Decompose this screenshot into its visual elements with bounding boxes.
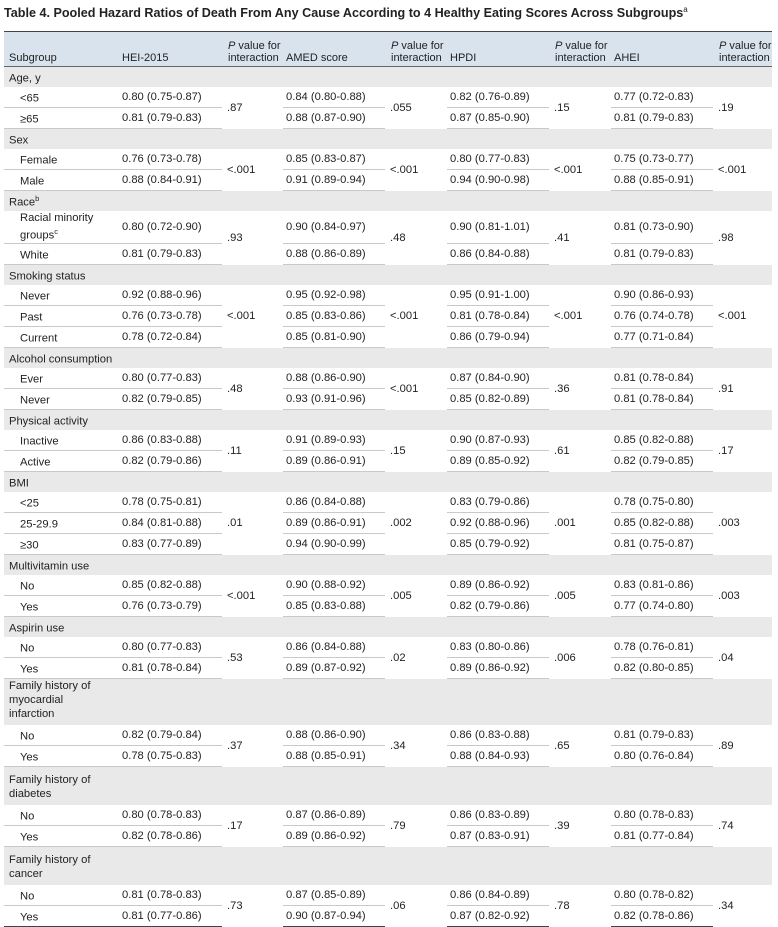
subgroup-header-row <box>4 679 772 726</box>
ahei-p-value: .17 <box>718 444 734 457</box>
ahei-hazard-ratio: 0.82 (0.80-0.85) <box>611 658 713 679</box>
hpdi-hazard-ratio: 0.87 (0.83-0.91) <box>447 826 549 847</box>
footnote-marker: b <box>35 194 40 204</box>
amed-hazard-ratio: 0.95 (0.92-0.98) <box>283 285 385 306</box>
row-label: Active <box>4 451 119 472</box>
hpdi-p-value: .006 <box>554 651 576 664</box>
ahei-p-value: <.001 <box>718 310 747 323</box>
subgroup-header-row <box>4 410 772 431</box>
amed-p-value: .34 <box>390 739 406 752</box>
hpdi-hazard-ratio: 0.95 (0.91-1.00) <box>447 285 549 306</box>
amed-hazard-ratio: 0.85 (0.83-0.87) <box>283 149 385 170</box>
ahei-hazard-ratio: 0.81 (0.79-0.83) <box>611 244 713 265</box>
hpdi-hazard-ratio: 0.87 (0.82-0.92) <box>447 906 549 927</box>
row-label: Never <box>4 285 119 306</box>
hpdi-p-value: .36 <box>554 382 570 395</box>
ahei-hazard-ratio: 0.77 (0.72-0.83) <box>611 87 713 108</box>
row-label: Yes <box>4 746 119 767</box>
header-hei: HEI-2015 <box>119 32 222 67</box>
hei-p-value: .11 <box>227 444 242 457</box>
subgroup-name: Alcohol consumption <box>4 348 772 369</box>
amed-hazard-ratio: 0.88 (0.86-0.90) <box>283 368 385 389</box>
table-row <box>4 637 772 658</box>
subgroup-name: Family history of diabetes <box>4 767 772 806</box>
ahei-hazard-ratio: 0.80 (0.78-0.82) <box>611 885 713 906</box>
row-label: Yes <box>4 596 119 617</box>
subgroup-name: Multivitamin use <box>4 555 772 576</box>
row-label: Yes <box>4 826 119 847</box>
amed-p-value: .055 <box>390 101 412 114</box>
hpdi-p-value: .41 <box>554 231 570 244</box>
row-label: Ever <box>4 368 119 389</box>
hei-hazard-ratio: 0.81 (0.79-0.83) <box>119 108 222 129</box>
header-subgroup: Subgroup <box>4 32 119 67</box>
ahei-hazard-ratio: 0.81 (0.79-0.83) <box>611 108 713 129</box>
hpdi-p-value: .65 <box>554 739 570 752</box>
ahei-hazard-ratio: 0.85 (0.82-0.88) <box>611 430 713 451</box>
ahei-hazard-ratio: 0.81 (0.78-0.84) <box>611 368 713 389</box>
hpdi-p-value: .61 <box>554 444 570 457</box>
ahei-hazard-ratio: 0.81 (0.73-0.90) <box>611 211 713 244</box>
amed-hazard-ratio: 0.94 (0.90-0.99) <box>283 534 385 555</box>
subgroup-name: Family history of cancer <box>4 847 772 886</box>
table-body <box>4 67 772 927</box>
ahei-p-value: .003 <box>718 589 740 602</box>
hei-p-value: .17 <box>227 819 243 832</box>
hpdi-hazard-ratio: 0.80 (0.77-0.83) <box>447 149 549 170</box>
row-label: No <box>4 805 119 826</box>
hpdi-p-value: .78 <box>554 899 570 912</box>
ahei-hazard-ratio: 0.81 (0.78-0.84) <box>611 389 713 410</box>
hei-hazard-ratio: 0.80 (0.77-0.83) <box>119 637 222 658</box>
subgroup-header-row <box>4 191 772 212</box>
hpdi-p-value: <.001 <box>554 310 583 323</box>
ahei-hazard-ratio: 0.80 (0.76-0.84) <box>611 746 713 767</box>
hei-hazard-ratio: 0.80 (0.72-0.90) <box>119 211 222 244</box>
ahei-p-value: .34 <box>718 899 734 912</box>
hpdi-p-value: .005 <box>554 589 576 602</box>
ahei-p-value: .89 <box>718 739 734 752</box>
subgroup-name: Aspirin use <box>4 617 772 638</box>
hei-hazard-ratio: 0.86 (0.83-0.88) <box>119 430 222 451</box>
ahei-hazard-ratio: 0.82 (0.78-0.86) <box>611 906 713 927</box>
subgroup-name: Family history of myocardial infarction <box>4 679 772 726</box>
header-pvalue: P value for interaction <box>713 32 772 67</box>
header-row <box>4 32 772 67</box>
ahei-hazard-ratio: 0.88 (0.85-0.91) <box>611 170 713 191</box>
amed-p-value: .02 <box>390 651 406 664</box>
table-row <box>4 575 772 596</box>
table-row <box>4 368 772 389</box>
hei-hazard-ratio: 0.81 (0.79-0.83) <box>119 244 222 265</box>
subgroup-header-row <box>4 265 772 286</box>
hpdi-hazard-ratio: 0.86 (0.79-0.94) <box>447 327 549 348</box>
hpdi-hazard-ratio: 0.83 (0.79-0.86) <box>447 492 549 513</box>
amed-p-value: .79 <box>390 819 406 832</box>
amed-hazard-ratio: 0.89 (0.86-0.92) <box>283 826 385 847</box>
subgroup-header-row <box>4 617 772 638</box>
ahei-hazard-ratio: 0.82 (0.79-0.85) <box>611 451 713 472</box>
ahei-hazard-ratio: 0.77 (0.74-0.80) <box>611 596 713 617</box>
amed-p-value: <.001 <box>390 310 419 323</box>
hei-hazard-ratio: 0.83 (0.77-0.89) <box>119 534 222 555</box>
amed-hazard-ratio: 0.91 (0.89-0.93) <box>283 430 385 451</box>
amed-hazard-ratio: 0.88 (0.86-0.90) <box>283 725 385 746</box>
hpdi-hazard-ratio: 0.90 (0.81-1.01) <box>447 211 549 244</box>
amed-hazard-ratio: 0.85 (0.83-0.88) <box>283 596 385 617</box>
header-pvalue: P value for interaction <box>385 32 447 67</box>
subgroup-header-row <box>4 472 772 493</box>
subgroup-name: Age, y <box>4 67 772 88</box>
ahei-hazard-ratio: 0.83 (0.81-0.86) <box>611 575 713 596</box>
subgroup-header-row <box>4 67 772 88</box>
hei-p-value: .48 <box>227 382 243 395</box>
amed-hazard-ratio: 0.88 (0.86-0.89) <box>283 244 385 265</box>
amed-hazard-ratio: 0.88 (0.85-0.91) <box>283 746 385 767</box>
row-label: Inactive <box>4 430 119 451</box>
ahei-hazard-ratio: 0.80 (0.78-0.83) <box>611 805 713 826</box>
row-label: Racial minority groups$^c$ <box>4 211 119 244</box>
hpdi-hazard-ratio: 0.89 (0.86-0.92) <box>447 575 549 596</box>
subgroup-header-row <box>4 129 772 150</box>
row-label: Yes <box>4 906 119 927</box>
hpdi-p-value: .39 <box>554 819 570 832</box>
hpdi-hazard-ratio: 0.86 (0.84-0.88) <box>447 244 549 265</box>
hei-p-value: .37 <box>227 739 243 752</box>
row-label: Past <box>4 306 119 327</box>
amed-p-value: .15 <box>390 444 406 457</box>
hpdi-hazard-ratio: 0.89 (0.86-0.92) <box>447 658 549 679</box>
amed-hazard-ratio: 0.89 (0.86-0.91) <box>283 513 385 534</box>
amed-p-value: <.001 <box>390 163 419 176</box>
subgroup-name: Smoking status <box>4 265 772 286</box>
hei-p-value: <.001 <box>227 163 256 176</box>
hpdi-hazard-ratio: 0.86 (0.83-0.88) <box>447 725 549 746</box>
amed-p-value: .48 <box>390 231 406 244</box>
table-row <box>4 725 772 746</box>
header-pvalue: P value for interaction <box>222 32 283 67</box>
hpdi-hazard-ratio: 0.88 (0.84-0.93) <box>447 746 549 767</box>
hei-hazard-ratio: 0.88 (0.84-0.91) <box>119 170 222 191</box>
table-row <box>4 149 772 170</box>
hpdi-p-value: .15 <box>554 101 570 114</box>
hei-p-value: <.001 <box>227 310 256 323</box>
hpdi-hazard-ratio: 0.85 (0.79-0.92) <box>447 534 549 555</box>
amed-hazard-ratio: 0.90 (0.88-0.92) <box>283 575 385 596</box>
row-label: No <box>4 575 119 596</box>
amed-hazard-ratio: 0.87 (0.86-0.89) <box>283 805 385 826</box>
hpdi-hazard-ratio: 0.83 (0.80-0.86) <box>447 637 549 658</box>
hei-hazard-ratio: 0.82 (0.78-0.86) <box>119 826 222 847</box>
ahei-hazard-ratio: 0.77 (0.71-0.84) <box>611 327 713 348</box>
hei-hazard-ratio: 0.76 (0.73-0.78) <box>119 306 222 327</box>
hei-hazard-ratio: 0.80 (0.77-0.83) <box>119 368 222 389</box>
hpdi-hazard-ratio: 0.87 (0.84-0.90) <box>447 368 549 389</box>
hei-p-value: <.001 <box>227 589 256 602</box>
amed-hazard-ratio: 0.85 (0.83-0.86) <box>283 306 385 327</box>
subgroup-header-row <box>4 847 772 886</box>
ahei-hazard-ratio: 0.81 (0.77-0.84) <box>611 826 713 847</box>
row-label: Male <box>4 170 119 191</box>
hei-hazard-ratio: 0.84 (0.81-0.88) <box>119 513 222 534</box>
row-label: 25-29.9 <box>4 513 119 534</box>
hei-hazard-ratio: 0.82 (0.79-0.84) <box>119 725 222 746</box>
ahei-hazard-ratio: 0.81 (0.75-0.87) <box>611 534 713 555</box>
row-label: Female <box>4 149 119 170</box>
hei-hazard-ratio: 0.76 (0.73-0.79) <box>119 596 222 617</box>
hei-hazard-ratio: 0.78 (0.75-0.81) <box>119 492 222 513</box>
table-row <box>4 430 772 451</box>
footnote-marker: c <box>54 227 58 237</box>
amed-hazard-ratio: 0.86 (0.84-0.88) <box>283 637 385 658</box>
hei-hazard-ratio: 0.80 (0.78-0.83) <box>119 805 222 826</box>
subgroup-header-row <box>4 555 772 576</box>
subgroup-header-row <box>4 348 772 369</box>
hei-p-value: .87 <box>227 101 243 114</box>
header-ahei: AHEI <box>611 32 713 67</box>
table-row <box>4 211 772 244</box>
amed-hazard-ratio: 0.93 (0.91-0.96) <box>283 389 385 410</box>
ahei-hazard-ratio: 0.90 (0.86-0.93) <box>611 285 713 306</box>
hei-hazard-ratio: 0.78 (0.72-0.84) <box>119 327 222 348</box>
amed-hazard-ratio: 0.89 (0.87-0.92) <box>283 658 385 679</box>
hei-hazard-ratio: 0.81 (0.77-0.86) <box>119 906 222 927</box>
ahei-hazard-ratio: 0.85 (0.82-0.88) <box>611 513 713 534</box>
row-label: No <box>4 725 119 746</box>
table-row <box>4 805 772 826</box>
subgroup-name: Physical activity <box>4 410 772 431</box>
amed-hazard-ratio: 0.85 (0.81-0.90) <box>283 327 385 348</box>
header-hpdi: HPDI <box>447 32 549 67</box>
amed-hazard-ratio: 0.84 (0.80-0.88) <box>283 87 385 108</box>
hpdi-p-value: <.001 <box>554 163 583 176</box>
hpdi-hazard-ratio: 0.81 (0.78-0.84) <box>447 306 549 327</box>
ahei-p-value: .19 <box>718 101 734 114</box>
row-label: Yes <box>4 658 119 679</box>
table-title: Table 4. Pooled Hazard Ratios of Death From Any Cause According to 4 Healthy Eating Scores Across Subgroups$^a$ <box>4 5 688 21</box>
row-label: Never <box>4 389 119 410</box>
ahei-hazard-ratio: 0.76 (0.74-0.78) <box>611 306 713 327</box>
ahei-hazard-ratio: 0.78 (0.76-0.81) <box>611 637 713 658</box>
hpdi-hazard-ratio: 0.89 (0.85-0.92) <box>447 451 549 472</box>
hei-hazard-ratio: 0.80 (0.75-0.87) <box>119 87 222 108</box>
hpdi-hazard-ratio: 0.86 (0.84-0.89) <box>447 885 549 906</box>
hpdi-hazard-ratio: 0.90 (0.87-0.93) <box>447 430 549 451</box>
title-footnote-marker: a <box>683 5 688 14</box>
hei-hazard-ratio: 0.92 (0.88-0.96) <box>119 285 222 306</box>
amed-hazard-ratio: 0.87 (0.85-0.89) <box>283 885 385 906</box>
row-label: No <box>4 885 119 906</box>
hei-hazard-ratio: 0.82 (0.79-0.86) <box>119 451 222 472</box>
hei-p-value: .73 <box>227 899 243 912</box>
amed-p-value: .06 <box>390 899 406 912</box>
header-pvalue: P value for interaction <box>549 32 611 67</box>
amed-p-value: .002 <box>390 517 412 530</box>
row-label: No <box>4 637 119 658</box>
hpdi-hazard-ratio: 0.94 (0.90-0.98) <box>447 170 549 191</box>
hei-hazard-ratio: 0.82 (0.79-0.85) <box>119 389 222 410</box>
table-row <box>4 285 772 306</box>
row-label: ≥30 <box>4 534 119 555</box>
hpdi-hazard-ratio: 0.92 (0.88-0.96) <box>447 513 549 534</box>
subgroup-name: BMI <box>4 472 772 493</box>
hei-p-value: .01 <box>227 517 243 530</box>
hpdi-hazard-ratio: 0.82 (0.79-0.86) <box>447 596 549 617</box>
hazard-ratio-table <box>4 32 772 927</box>
hei-hazard-ratio: 0.81 (0.78-0.83) <box>119 885 222 906</box>
table-row <box>4 87 772 108</box>
hei-p-value: .93 <box>227 231 243 244</box>
amed-hazard-ratio: 0.86 (0.84-0.88) <box>283 492 385 513</box>
header-amed: AMED score <box>283 32 385 67</box>
table-row <box>4 492 772 513</box>
hpdi-p-value: .001 <box>554 517 576 530</box>
subgroup-name: Sex <box>4 129 772 150</box>
ahei-hazard-ratio: 0.75 (0.73-0.77) <box>611 149 713 170</box>
hpdi-hazard-ratio: 0.82 (0.76-0.89) <box>447 87 549 108</box>
table-row <box>4 885 772 906</box>
hpdi-hazard-ratio: 0.86 (0.83-0.89) <box>447 805 549 826</box>
hpdi-hazard-ratio: 0.85 (0.82-0.89) <box>447 389 549 410</box>
row-label: <65 <box>4 87 119 108</box>
hpdi-hazard-ratio: 0.87 (0.85-0.90) <box>447 108 549 129</box>
ahei-hazard-ratio: 0.78 (0.75-0.80) <box>611 492 713 513</box>
amed-hazard-ratio: 0.88 (0.87-0.90) <box>283 108 385 129</box>
subgroup-header-row <box>4 767 772 806</box>
ahei-p-value: .98 <box>718 231 734 244</box>
ahei-hazard-ratio: 0.81 (0.79-0.83) <box>611 725 713 746</box>
row-label: Current <box>4 327 119 348</box>
row-label: <25 <box>4 492 119 513</box>
row-label: ≥65 <box>4 108 119 129</box>
hei-hazard-ratio: 0.81 (0.78-0.84) <box>119 658 222 679</box>
amed-hazard-ratio: 0.89 (0.86-0.91) <box>283 451 385 472</box>
amed-hazard-ratio: 0.90 (0.87-0.94) <box>283 906 385 927</box>
amed-hazard-ratio: 0.91 (0.89-0.94) <box>283 170 385 191</box>
ahei-p-value: .74 <box>718 819 734 832</box>
hei-hazard-ratio: 0.85 (0.82-0.88) <box>119 575 222 596</box>
amed-p-value: .005 <box>390 589 412 602</box>
amed-hazard-ratio: 0.90 (0.84-0.97) <box>283 211 385 244</box>
ahei-p-value: .003 <box>718 517 740 530</box>
ahei-p-value: .04 <box>718 651 734 664</box>
subgroup-name: Race$^b$ <box>4 191 772 212</box>
hei-hazard-ratio: 0.78 (0.75-0.83) <box>119 746 222 767</box>
amed-p-value: <.001 <box>390 382 419 395</box>
hei-p-value: .53 <box>227 651 243 664</box>
row-label: White <box>4 244 119 265</box>
hei-hazard-ratio: 0.76 (0.73-0.78) <box>119 149 222 170</box>
ahei-p-value: <.001 <box>718 163 747 176</box>
ahei-p-value: .91 <box>718 382 734 395</box>
